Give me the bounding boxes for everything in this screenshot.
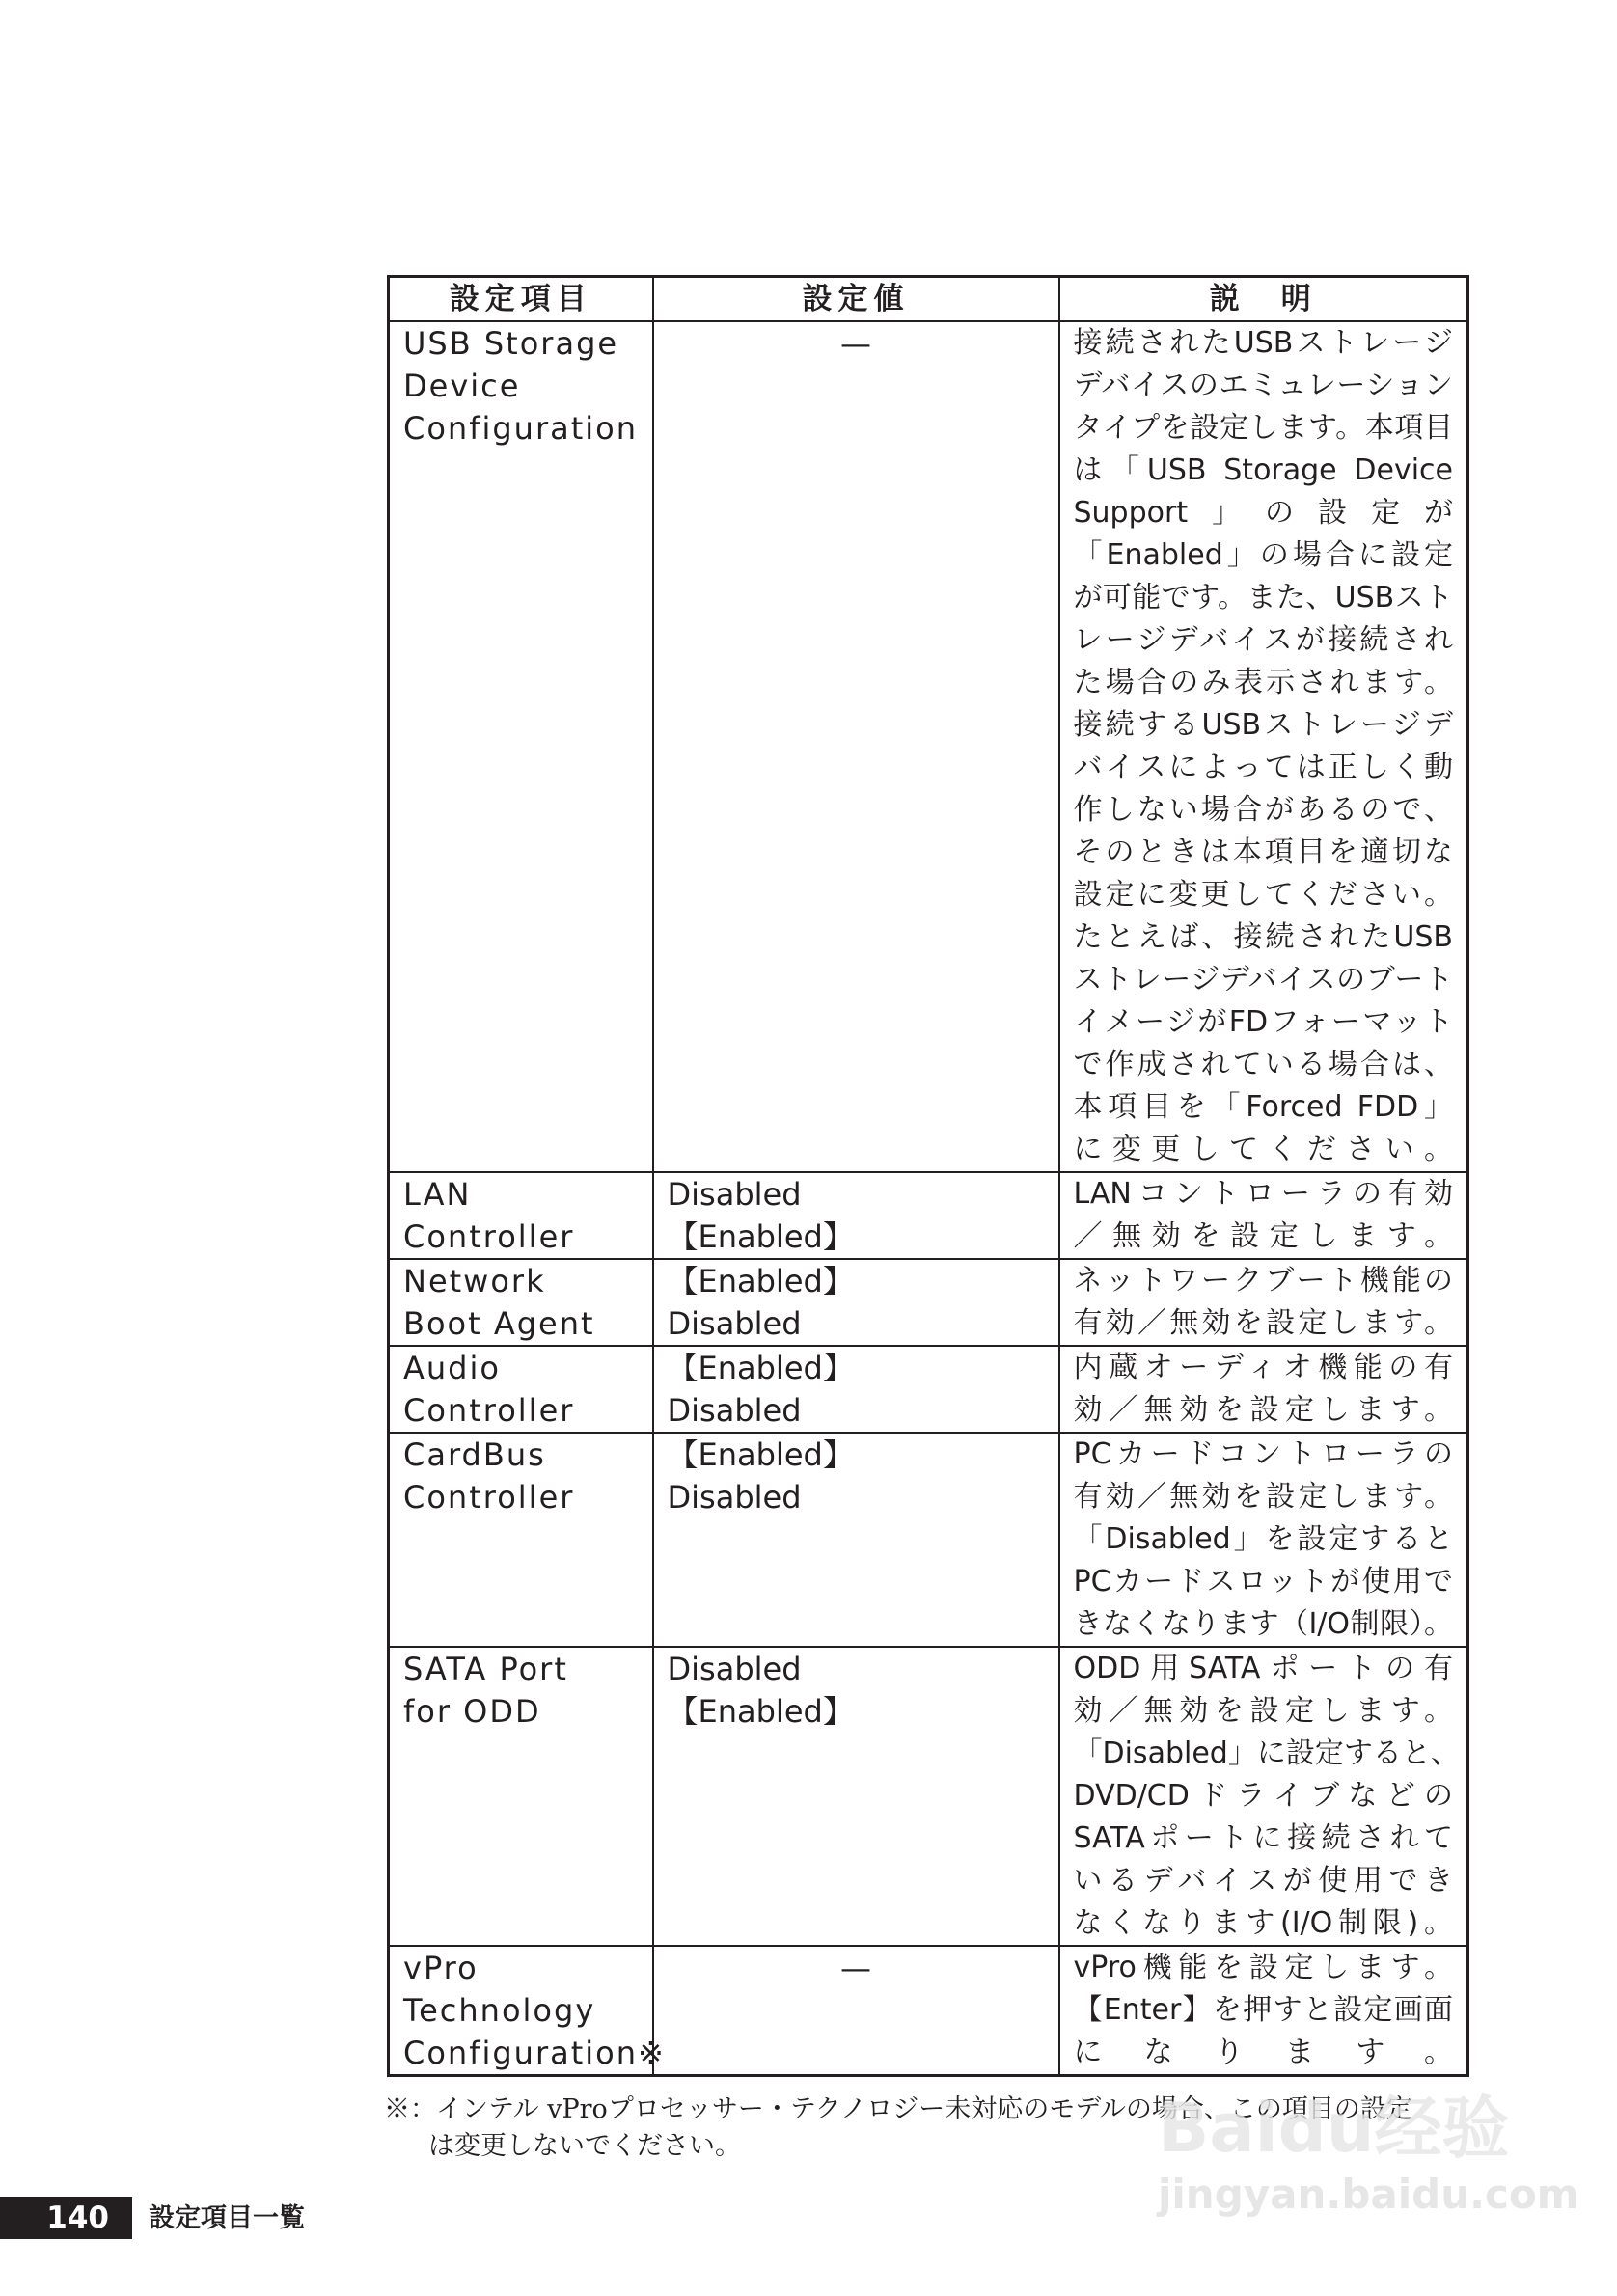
setting-description-line: ストレージデバイスのブート bbox=[1073, 963, 1453, 997]
setting-description-line: ODD用SATAポートの有 bbox=[1073, 1652, 1453, 1685]
setting-values bbox=[653, 1172, 1059, 1259]
setting-values bbox=[653, 1946, 1059, 2076]
setting-values-line: Disabled bbox=[667, 1651, 802, 1687]
setting-description bbox=[1059, 1346, 1468, 1433]
setting-description-line: た場合のみ表示されます。 bbox=[1073, 666, 1453, 699]
setting-item-line: Boot Agent bbox=[403, 1305, 595, 1342]
setting-values bbox=[653, 1647, 1059, 1946]
setting-description-line: ／無効を設定します。 bbox=[1073, 1219, 1453, 1253]
table-row bbox=[389, 1172, 1468, 1259]
setting-description-line: そのときは本項目を適切な bbox=[1073, 835, 1453, 869]
setting-description bbox=[1059, 1647, 1468, 1946]
setting-item-line: CardBus bbox=[403, 1436, 546, 1473]
setting-description-line: 有効／無効を設定します。 bbox=[1073, 1306, 1453, 1340]
setting-description-line: レージデバイスが接続され bbox=[1073, 623, 1453, 657]
setting-description-line: Support」の設定が bbox=[1073, 496, 1453, 530]
setting-item-line: Controller bbox=[403, 1392, 575, 1429]
setting-values-line: — bbox=[840, 1950, 871, 1986]
setting-item-line: Network bbox=[403, 1263, 546, 1299]
setting-description-line: で作成されている場合は、 bbox=[1073, 1048, 1453, 1081]
setting-item bbox=[389, 1946, 666, 2076]
setting-description bbox=[1059, 321, 1468, 1172]
setting-item-line: for ODD bbox=[403, 1693, 541, 1730]
setting-description-line: いるデバイスが使用でき bbox=[1073, 1864, 1453, 1898]
setting-description-line: 「Disabled」を設定すると bbox=[1073, 1522, 1453, 1556]
setting-values bbox=[653, 321, 1059, 1172]
setting-description-line: PCカードコントローラの bbox=[1073, 1437, 1453, 1471]
setting-item-line: LAN bbox=[403, 1176, 472, 1213]
page-number: 140 bbox=[46, 2200, 109, 2235]
setting-description bbox=[1059, 1433, 1468, 1647]
settings-table bbox=[387, 275, 1469, 2077]
section-title: 設定項目一覧 bbox=[149, 2203, 305, 2233]
setting-values-line: Disabled bbox=[667, 1305, 802, 1342]
setting-values-line: Disabled bbox=[667, 1176, 802, 1213]
setting-description-line: 効／無効を設定します。 bbox=[1073, 1694, 1453, 1728]
setting-description-line: 「Enabled」の場合に設定 bbox=[1073, 538, 1453, 572]
setting-description-line: は「USB Storage Device bbox=[1073, 453, 1453, 487]
table-header-row bbox=[389, 277, 1468, 322]
setting-values-line: 【Enabled】 bbox=[667, 1350, 854, 1386]
table-row bbox=[389, 1647, 1468, 1946]
setting-description-line: に変更してください。 bbox=[1073, 1133, 1453, 1166]
setting-description-line: 作しない場合があるので、 bbox=[1073, 793, 1453, 827]
setting-item-line: Controller bbox=[403, 1218, 575, 1255]
setting-item bbox=[389, 1346, 653, 1433]
setting-item bbox=[389, 1259, 653, 1346]
setting-values-line: 【Enabled】 bbox=[667, 1436, 854, 1473]
setting-item-line: Audio bbox=[403, 1350, 501, 1386]
setting-item-line: Controller bbox=[403, 1479, 575, 1516]
setting-description bbox=[1059, 1259, 1468, 1346]
setting-description-line: なくなります(I/O制限)。 bbox=[1073, 1906, 1453, 1940]
setting-description-line: タイプを設定します。本項目 bbox=[1073, 411, 1453, 445]
watermark-url: jingyan.baidu.com bbox=[1158, 2171, 1579, 2218]
table-row bbox=[389, 1433, 1468, 1647]
setting-description-line: きなくなります（I/O制限）。 bbox=[1073, 1607, 1453, 1641]
setting-values bbox=[653, 1259, 1059, 1346]
setting-description bbox=[1059, 1172, 1468, 1259]
footnote-line: は変更しないでください。 bbox=[428, 2131, 741, 2161]
setting-description-line: 効／無効を設定します。 bbox=[1073, 1393, 1453, 1427]
setting-description-line: が可能です。また、USBスト bbox=[1073, 581, 1453, 615]
setting-description-line: たとえば、接続されたUSB bbox=[1073, 920, 1453, 954]
table-row bbox=[389, 321, 1468, 1172]
page-number-tab bbox=[0, 2197, 132, 2239]
header-description: 説 明 bbox=[1059, 277, 1468, 322]
setting-item-line: USB Storage bbox=[403, 325, 619, 362]
setting-values-line: Disabled bbox=[667, 1479, 802, 1516]
setting-description-line: LANコントローラの有効 bbox=[1073, 1177, 1453, 1211]
setting-description-line: PCカードスロットが使用で bbox=[1073, 1565, 1453, 1599]
setting-description-line: 【Enter】を押すと設定画面 bbox=[1073, 1993, 1453, 2027]
table-row bbox=[389, 1346, 1468, 1433]
setting-item bbox=[389, 1172, 653, 1259]
setting-item-line: Configuration※ bbox=[403, 2035, 666, 2071]
setting-description-line: ネットワークブート機能の bbox=[1073, 1264, 1453, 1298]
watermark-logo: Baidu经验 bbox=[1158, 2089, 1510, 2168]
setting-description-line: 接続するUSBストレージデ bbox=[1073, 708, 1453, 742]
table-row bbox=[389, 1946, 1468, 2076]
header-value: 設定値 bbox=[653, 277, 1059, 322]
footnote-line: ※：インテル vProプロセッサー・テクノロジー未対応のモデルの場合、この項目の設定 bbox=[384, 2094, 1412, 2124]
setting-item-line: SATA Port bbox=[403, 1651, 568, 1687]
setting-description-line: vPro機能を設定します。 bbox=[1073, 1951, 1453, 1984]
setting-description-line: デバイスのエミュレーション bbox=[1073, 369, 1453, 402]
setting-item-line: Device bbox=[403, 368, 521, 404]
setting-values-line: Disabled bbox=[667, 1392, 802, 1429]
setting-description-line: SATAポートに接続されて bbox=[1073, 1821, 1453, 1855]
setting-description-line: 本項目を「Forced FDD」 bbox=[1073, 1090, 1453, 1124]
setting-values bbox=[653, 1346, 1059, 1433]
setting-description-line: 有効／無効を設定します。 bbox=[1073, 1480, 1453, 1514]
table-row bbox=[389, 1259, 1468, 1346]
setting-description-line: 「Disabled」に設定すると、 bbox=[1073, 1736, 1460, 1770]
setting-description-line: DVD/CDドライブなどの bbox=[1073, 1779, 1453, 1813]
setting-description-line: 内蔵オーディオ機能の有 bbox=[1073, 1351, 1453, 1384]
setting-values-line: — bbox=[840, 325, 871, 362]
setting-item bbox=[389, 1433, 653, 1647]
setting-item-line: vPro bbox=[403, 1950, 479, 1986]
setting-values-line: 【Enabled】 bbox=[667, 1263, 854, 1299]
setting-item bbox=[389, 1647, 653, 1946]
setting-description-line: イメージがFDフォーマット bbox=[1073, 1005, 1453, 1039]
setting-description-line: バイスによっては正しく動 bbox=[1073, 751, 1453, 784]
setting-item bbox=[389, 321, 653, 1172]
setting-item-line: Technology bbox=[403, 1992, 596, 2029]
setting-description bbox=[1059, 1946, 1468, 2076]
setting-item-line: Configuration bbox=[403, 410, 639, 447]
setting-description-line: 接続されたUSBストレージ bbox=[1073, 326, 1453, 360]
setting-description-line: になります。 bbox=[1073, 2036, 1453, 2069]
setting-values-line: 【Enabled】 bbox=[667, 1693, 854, 1730]
setting-description-line: 設定に変更してください。 bbox=[1073, 878, 1453, 912]
setting-values bbox=[653, 1433, 1059, 1647]
setting-values-line: 【Enabled】 bbox=[667, 1218, 854, 1255]
header-item: 設定項目 bbox=[389, 277, 653, 322]
